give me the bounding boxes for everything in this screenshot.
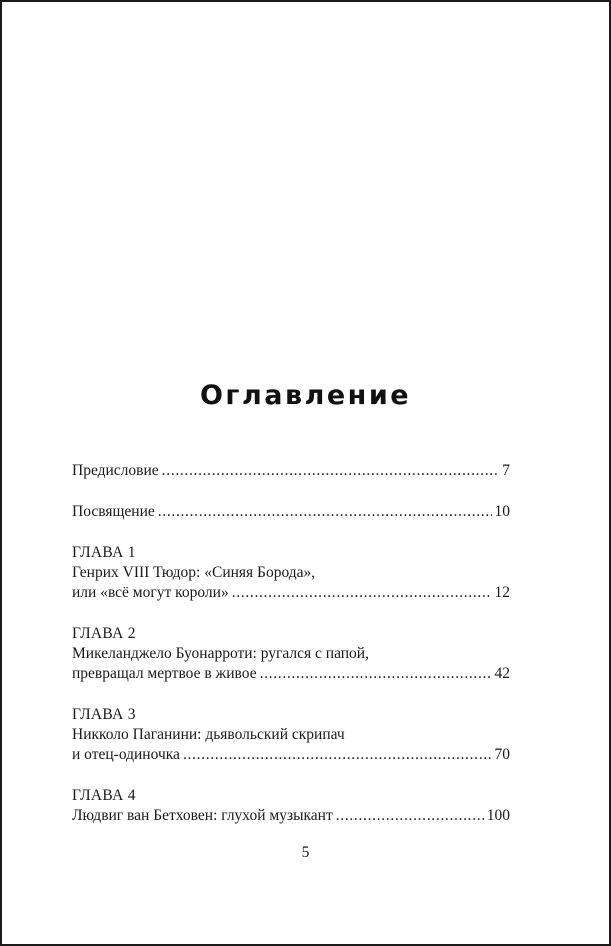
dot-leader bbox=[162, 461, 500, 481]
toc-entry-title-line: Микеланджело Буонарроти: ругался с папой, bbox=[72, 645, 369, 662]
toc-page-number: 70 bbox=[494, 746, 510, 763]
chapter-label: ГЛАВА 3 bbox=[72, 706, 136, 723]
table-of-contents bbox=[72, 461, 510, 826]
toc-page-number: 100 bbox=[486, 807, 510, 824]
toc-page-number: 12 bbox=[494, 584, 510, 601]
toc-entry-title: Посвящение bbox=[72, 503, 155, 520]
dot-leader bbox=[232, 583, 492, 603]
toc-entry-line[interactable] bbox=[72, 461, 510, 481]
toc-entry-title: Предисловие bbox=[72, 462, 159, 479]
toc-entry-title: или «всё могут короли» bbox=[72, 584, 229, 601]
toc-entry-line[interactable] bbox=[72, 583, 510, 603]
chapter-label: ГЛАВА 4 bbox=[72, 787, 136, 804]
toc-entry-title: и отец-одиночка bbox=[72, 746, 180, 763]
toc-entry-title: превращал мертвое в живое bbox=[72, 665, 257, 682]
toc-entry-preface bbox=[72, 461, 510, 481]
toc-entry-chapter-2 bbox=[72, 624, 510, 684]
toc-entry-chapter-3 bbox=[72, 705, 510, 765]
toc-entry-title-line: Никколо Паганини: дьявольский скрипач bbox=[72, 726, 345, 743]
dot-leader bbox=[260, 664, 492, 684]
chapter-label: ГЛАВА 2 bbox=[72, 625, 136, 642]
page-number: 5 bbox=[301, 844, 310, 861]
dot-leader bbox=[158, 502, 492, 522]
toc-entry-title-line: Генрих VIII Тюдор: «Синяя Борода», bbox=[72, 564, 316, 581]
toc-entry-line[interactable] bbox=[72, 502, 510, 522]
dot-leader bbox=[336, 806, 484, 826]
toc-entry-chapter-4 bbox=[72, 786, 510, 826]
toc-entry-line[interactable] bbox=[72, 745, 510, 765]
page-title: Оглавление bbox=[199, 380, 412, 411]
toc-page-number: 10 bbox=[494, 503, 510, 520]
dot-leader bbox=[183, 745, 492, 765]
toc-entry-dedication bbox=[72, 502, 510, 522]
toc-page-number: 7 bbox=[502, 462, 510, 479]
toc-page-number: 42 bbox=[494, 665, 510, 682]
toc-entry-chapter-1 bbox=[72, 543, 510, 603]
chapter-label: ГЛАВА 1 bbox=[72, 544, 136, 561]
toc-entry-line[interactable] bbox=[72, 806, 510, 826]
toc-entry-line[interactable] bbox=[72, 664, 510, 684]
toc-entry-title: Людвиг ван Бетховен: глухой музыкант bbox=[72, 807, 333, 824]
